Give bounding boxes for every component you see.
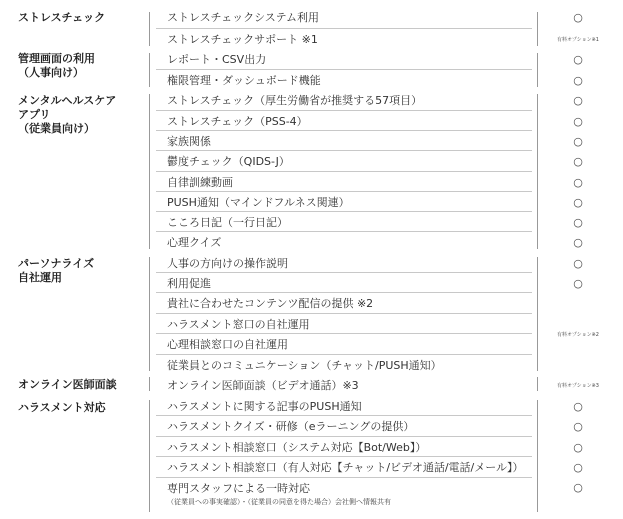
separator — [149, 94, 150, 249]
feature-row: ストレスチェック（厚生労働省が推奨する57項目） — [167, 94, 423, 107]
row-divider — [156, 313, 532, 314]
row-divider — [156, 211, 532, 212]
feature-row: ハラスメント相談窓口（システム対応【Bot/Web】） — [167, 441, 427, 454]
availability-mark: ○ — [573, 257, 583, 270]
feature-row: レポート・CSV出力 — [167, 53, 267, 66]
feature-row: PUSH通知（マインドフルネス関連） — [167, 196, 350, 209]
availability-mark: ○ — [573, 236, 583, 249]
row-divider — [156, 171, 532, 172]
availability-mark: ○ — [573, 400, 583, 413]
availability-mark: ○ — [573, 481, 583, 494]
feature-row: ストレスチェックシステム利用 — [167, 11, 320, 24]
category-mental-health-app: メンタルヘルスケア アプリ （従業員向け） — [18, 94, 117, 135]
feature-note: （従業員への事実確認）・（従業員の同意を得た場合）会社側へ情報共有 — [167, 498, 391, 506]
availability-mark: ○ — [573, 11, 583, 24]
feature-row: 自律訓練動画 — [167, 176, 233, 189]
row-divider — [156, 110, 532, 111]
feature-row — [167, 482, 535, 508]
feature-row: 権限管理・ダッシュボード機能 — [167, 74, 321, 87]
separator — [149, 53, 150, 87]
availability-mark: ○ — [573, 441, 583, 454]
availability-mark: ○ — [573, 155, 583, 168]
category-personalize: パーソナライズ 自社運用 — [18, 257, 95, 284]
row-divider — [156, 456, 532, 457]
feature-row: ハラスメントクイズ・研修（eラーニングの提供） — [167, 420, 415, 433]
row-divider — [156, 415, 532, 416]
row-divider — [156, 191, 532, 192]
availability-mark: ○ — [573, 277, 583, 290]
paid-option-label: 有料オプション※2 — [557, 332, 599, 338]
availability-mark: ○ — [573, 420, 583, 433]
availability-mark: ○ — [573, 115, 583, 128]
feature-row: 鬱度チェック（QIDS-J） — [167, 155, 290, 168]
feature-row: 人事の方向けの操作説明 — [167, 257, 288, 270]
paid-option-label: 有料オプション※3 — [557, 383, 599, 389]
row-divider — [156, 272, 532, 273]
separator — [149, 12, 150, 46]
row-divider — [156, 436, 532, 437]
feature-row: 家族関係 — [167, 135, 211, 148]
feature-row: 貴社に合わせたコンテンツ配信の提供 ※2 — [167, 297, 374, 310]
row-divider — [156, 130, 532, 131]
feature-row: ハラスメントに関する記事のPUSH通知 — [167, 400, 362, 413]
availability-mark: ○ — [573, 196, 583, 209]
feature-row: ハラスメント窓口の自社運用 — [167, 318, 310, 331]
row-divider — [156, 150, 532, 151]
category-admin-screen: 管理画面の利用 （人事向け） — [18, 52, 95, 79]
separator — [149, 400, 150, 512]
separator — [149, 377, 150, 391]
feature-row: 心理クイズ — [167, 236, 222, 249]
feature-row: 利用促進 — [167, 277, 211, 290]
row-divider — [156, 28, 532, 29]
row-divider — [156, 69, 532, 70]
row-divider — [156, 333, 532, 334]
feature-row: 心理相談窓口の自社運用 — [167, 338, 288, 351]
feature-row: ハラスメント相談窓口（有人対応【チャット/ビデオ通話/電話/メール】） — [167, 461, 524, 474]
row-divider — [156, 354, 532, 355]
feature-label: 専門スタッフによる一時対応 — [167, 482, 310, 495]
feature-row: オンライン医師面談（ビデオ通話）※3 — [167, 379, 359, 392]
availability-mark: ○ — [573, 135, 583, 148]
availability-mark: ○ — [573, 176, 583, 189]
feature-row: こころ日記（一行日記） — [167, 216, 288, 229]
availability-mark: ○ — [573, 74, 583, 87]
feature-row: 従業員とのコミュニケーション（チャット/PUSH通知） — [167, 359, 442, 372]
paid-option-label: 有料オプション※1 — [557, 37, 599, 43]
feature-row: ストレスチェック（PSS-4） — [167, 115, 308, 128]
availability-mark: ○ — [573, 216, 583, 229]
feature-row: ストレスチェックサポート ※1 — [167, 33, 318, 46]
row-divider — [156, 231, 532, 232]
category-harassment: ハラスメント対応 — [18, 401, 106, 414]
availability-mark: ○ — [573, 53, 583, 66]
availability-mark: ○ — [573, 461, 583, 474]
separator — [149, 257, 150, 371]
category-stress-check: ストレスチェック — [18, 11, 106, 24]
availability-mark: ○ — [573, 94, 583, 107]
category-online-doctor: オンライン医師面談 — [18, 378, 117, 391]
row-divider — [156, 477, 532, 478]
row-divider — [156, 292, 532, 293]
